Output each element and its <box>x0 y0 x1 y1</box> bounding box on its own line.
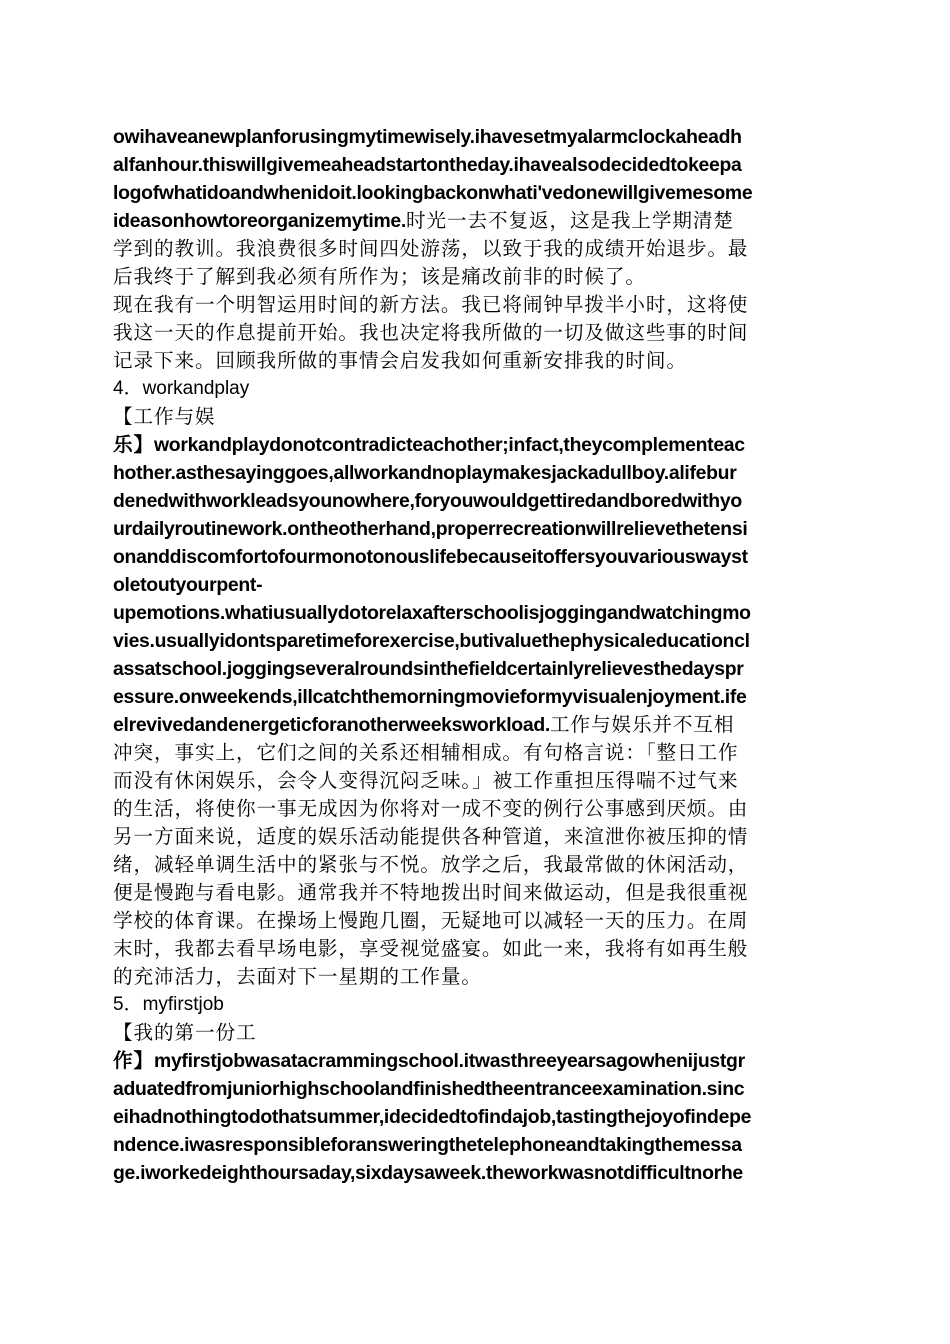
text-line: 的充沛活力，去面对下一星期的工作量。 <box>113 965 482 988</box>
text-line: onanddiscomfortofourmonotonouslifebecauseitoffersyouvariouswayst <box>113 546 748 568</box>
text-line: 末时，我都去看早场电影，享受视觉盛宴。如此一来，我将有如再生般 <box>113 937 749 960</box>
text-line: ge.iworkedeighthoursaday,sixdaysaweek.theworkwasnotdifficultnorhe <box>113 1162 743 1184</box>
text-line: urdailyroutinework.ontheotherhand,properrecreationwillrelievethetensi <box>113 518 748 540</box>
text-line <box>113 711 840 739</box>
text-line: 后我终于了解到我必须有所作为；该是痛改前非的时候了。 <box>113 265 646 288</box>
text-line: eihadnothingtodothatsummer,idecidedtofindajob,tastingthejoyofindepe <box>113 1106 752 1128</box>
text-line: 的生活，将使你一事无成因为你将对一成不变的例行公事感到厌烦。由 <box>113 797 749 820</box>
text-line: 学到的教训。我浪费很多时间四处游荡，以致于我的成绩开始退步。最 <box>113 237 749 260</box>
english-fragment: workandplaydonotcontradicteachother;infact,theycomplementeac <box>154 434 745 456</box>
document-body <box>113 123 840 1187</box>
text-line: vies.usuallyidontsparetimeforexercise,butivaluethephysicaleducationcl <box>113 630 750 652</box>
text-line: alfanhour.thiswillgivemeaheadstartontheday.ihavealsodecidedtokeepa <box>113 154 742 176</box>
text-line: assatschool.joggingseveralroundsinthefieldcertainlyrelievesthedayspr <box>113 658 744 680</box>
text-line: 而没有休闲娱乐，会令人变得沉闷乏味。」被工作重担压得喘不过气来 <box>113 769 739 792</box>
section-title-cn: 【工作与娱 <box>113 405 216 428</box>
english-fragment: ideasonhowtoreorganizemytime. <box>113 210 406 232</box>
text-line: ndence.iwasresponsibleforansweringthetelephoneandtakingthemessa <box>113 1134 742 1156</box>
text-line: 绪，减轻单调生活中的紧张与不悦。放学之后，我最常做的休闲活动， <box>113 853 749 876</box>
text-line: essure.onweekends,illcatchthemorningmovieformyvisualenjoyment.ife <box>113 686 747 708</box>
section-title-cn: 乐】 <box>113 433 154 456</box>
text-line: 另一方面来说，适度的娱乐活动能提供各种管道，来渲泄你被压抑的情 <box>113 825 749 848</box>
section-title-cn: 作】 <box>113 1049 154 1072</box>
text-line <box>113 431 840 459</box>
text-line: 便是慢跑与看电影。通常我并不特地拨出时间来做运动，但是我很重视 <box>113 881 749 904</box>
text-line: aduatedfromjuniorhighschoolandfinishedtheentranceexamination.sinc <box>113 1078 745 1100</box>
section-heading: 4．workandplay <box>113 378 250 399</box>
text-line: 记录下来。回顾我所做的事情会启发我如何重新安排我的时间。 <box>113 349 687 372</box>
text-line: hother.asthesayinggoes,allworkandnoplaymakesjackadullboy.alifebur <box>113 462 737 484</box>
text-line: owihaveanewplanforusingmytimewisely.ihavesetmyalarmclockaheadh <box>113 126 742 148</box>
chinese-fragment: 工作与娱乐并不互相 <box>549 713 735 736</box>
text-line: oletoutyourpent- <box>113 574 263 596</box>
text-line: 我这一天的作息提前开始。我也决定将我所做的一切及做这些事的时间 <box>113 321 749 344</box>
text-line: denedwithworkleadsyounowhere,foryouwouldgettiredandboredwithyo <box>113 490 742 512</box>
text-line <box>113 207 840 235</box>
english-fragment: elrevivedandenergeticforanotherweeksworkload. <box>113 714 550 736</box>
chinese-fragment: 时光一去不复返，这是我上学期清楚 <box>406 209 734 232</box>
text-line: logofwhatidoandwhenidoit.lookingbackonwhati'vedonewillgivemesome <box>113 182 753 204</box>
text-line: 学校的体育课。在操场上慢跑几圈，无疑地可以减轻一天的压力。在周 <box>113 909 749 932</box>
text-line <box>113 1047 840 1075</box>
section-title-cn: 【我的第一份工 <box>113 1021 257 1044</box>
text-line: 现在我有一个明智运用时间的新方法。我已将闹钟早拨半小时，这将使 <box>113 293 749 316</box>
section-heading: 5．myfirstjob <box>113 994 224 1015</box>
text-line: upemotions.whatiusuallydotorelaxafterschoolisjoggingandwatchingmo <box>113 602 751 624</box>
english-fragment: myfirstjobwasatacrammingschool.itwasthreeyearsagowhenijustgr <box>154 1050 745 1072</box>
text-line: 冲突，事实上，它们之间的关系还相辅相成。有句格言说：「整日工作 <box>113 741 739 764</box>
